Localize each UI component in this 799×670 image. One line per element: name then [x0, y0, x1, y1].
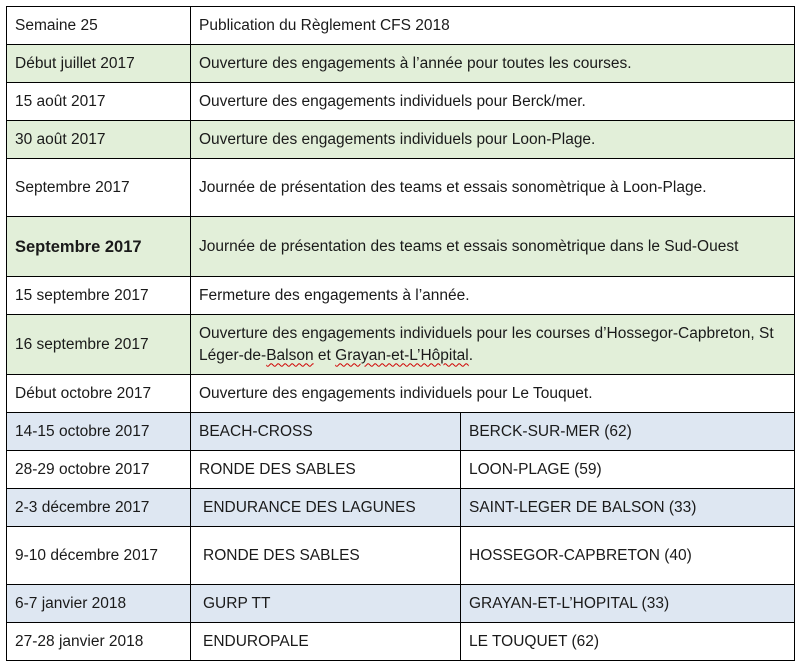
table-row: [7, 277, 795, 315]
row-date: Début juillet 2017: [7, 45, 191, 83]
row-description: Ouverture des engagements à l’année pour toutes les courses.: [191, 45, 795, 83]
table-row: [7, 217, 795, 277]
row-description: Fermeture des engagements à l’année.: [191, 277, 795, 315]
table-row: [7, 315, 795, 375]
race-row: [7, 451, 795, 489]
race-row: [7, 489, 795, 527]
race-name: ENDURANCE DES LAGUNES: [191, 489, 461, 527]
table-row: [7, 375, 795, 413]
race-row: [7, 623, 795, 661]
race-row: [7, 413, 795, 451]
race-place: SAINT-LEGER DE BALSON (33): [461, 489, 795, 527]
race-date: 14-15 octobre 2017: [7, 413, 191, 451]
description-text: Ouverture des engagements individuels pour les courses d’Hossegor-Capbreton, St Léger-de-: [199, 324, 774, 364]
race-row: [7, 527, 795, 585]
race-name: RONDE DES SABLES: [191, 451, 461, 489]
row-description: Ouverture des engagements individuels pour Loon-Plage.: [191, 121, 795, 159]
race-date: 6-7 janvier 2018: [7, 585, 191, 623]
row-date: Semaine 25: [7, 7, 191, 45]
description-text: et: [313, 346, 336, 364]
row-date: Septembre 2017: [7, 217, 191, 277]
row-description: [191, 315, 795, 375]
race-name: BEACH-CROSS: [191, 413, 461, 451]
row-date: 16 septembre 2017: [7, 315, 191, 375]
table-row: [7, 83, 795, 121]
race-date: 9-10 décembre 2017: [7, 527, 191, 585]
row-description: Publication du Règlement CFS 2018: [191, 7, 795, 45]
row-date: 15 septembre 2017: [7, 277, 191, 315]
row-date: 30 août 2017: [7, 121, 191, 159]
table-row: [7, 159, 795, 217]
race-row: [7, 585, 795, 623]
calendar-document: [6, 6, 794, 661]
row-date: 15 août 2017: [7, 83, 191, 121]
race-name: RONDE DES SABLES: [191, 527, 461, 585]
row-date: Début octobre 2017: [7, 375, 191, 413]
spellcheck-word: Grayan-et-L’Hôpital: [335, 346, 469, 364]
row-description: Journée de présentation des teams et essais sonomètrique à Loon-Plage.: [191, 159, 795, 217]
race-place: BERCK-SUR-MER (62): [461, 413, 795, 451]
race-date: 2-3 décembre 2017: [7, 489, 191, 527]
race-name: GURP TT: [191, 585, 461, 623]
race-name: ENDUROPALE: [191, 623, 461, 661]
table-row: [7, 7, 795, 45]
row-description: Ouverture des engagements individuels pour Berck/mer.: [191, 83, 795, 121]
race-place: LOON-PLAGE (59): [461, 451, 795, 489]
table-row: [7, 45, 795, 83]
race-date: 28-29 octobre 2017: [7, 451, 191, 489]
row-description: Ouverture des engagements individuels pour Le Touquet.: [191, 375, 795, 413]
spellcheck-word: Balson: [266, 346, 314, 364]
race-date: 27-28 janvier 2018: [7, 623, 191, 661]
race-place: HOSSEGOR-CAPBRETON (40): [461, 527, 795, 585]
row-date: Septembre 2017: [7, 159, 191, 217]
race-place: GRAYAN-ET-L’HOPITAL (33): [461, 585, 795, 623]
race-place: LE TOUQUET (62): [461, 623, 795, 661]
row-description: Journée de présentation des teams et essais sonomètrique dans le Sud-Ouest: [191, 217, 795, 277]
table-row: [7, 121, 795, 159]
calendar-table: [6, 6, 795, 661]
description-text: .: [468, 346, 474, 364]
